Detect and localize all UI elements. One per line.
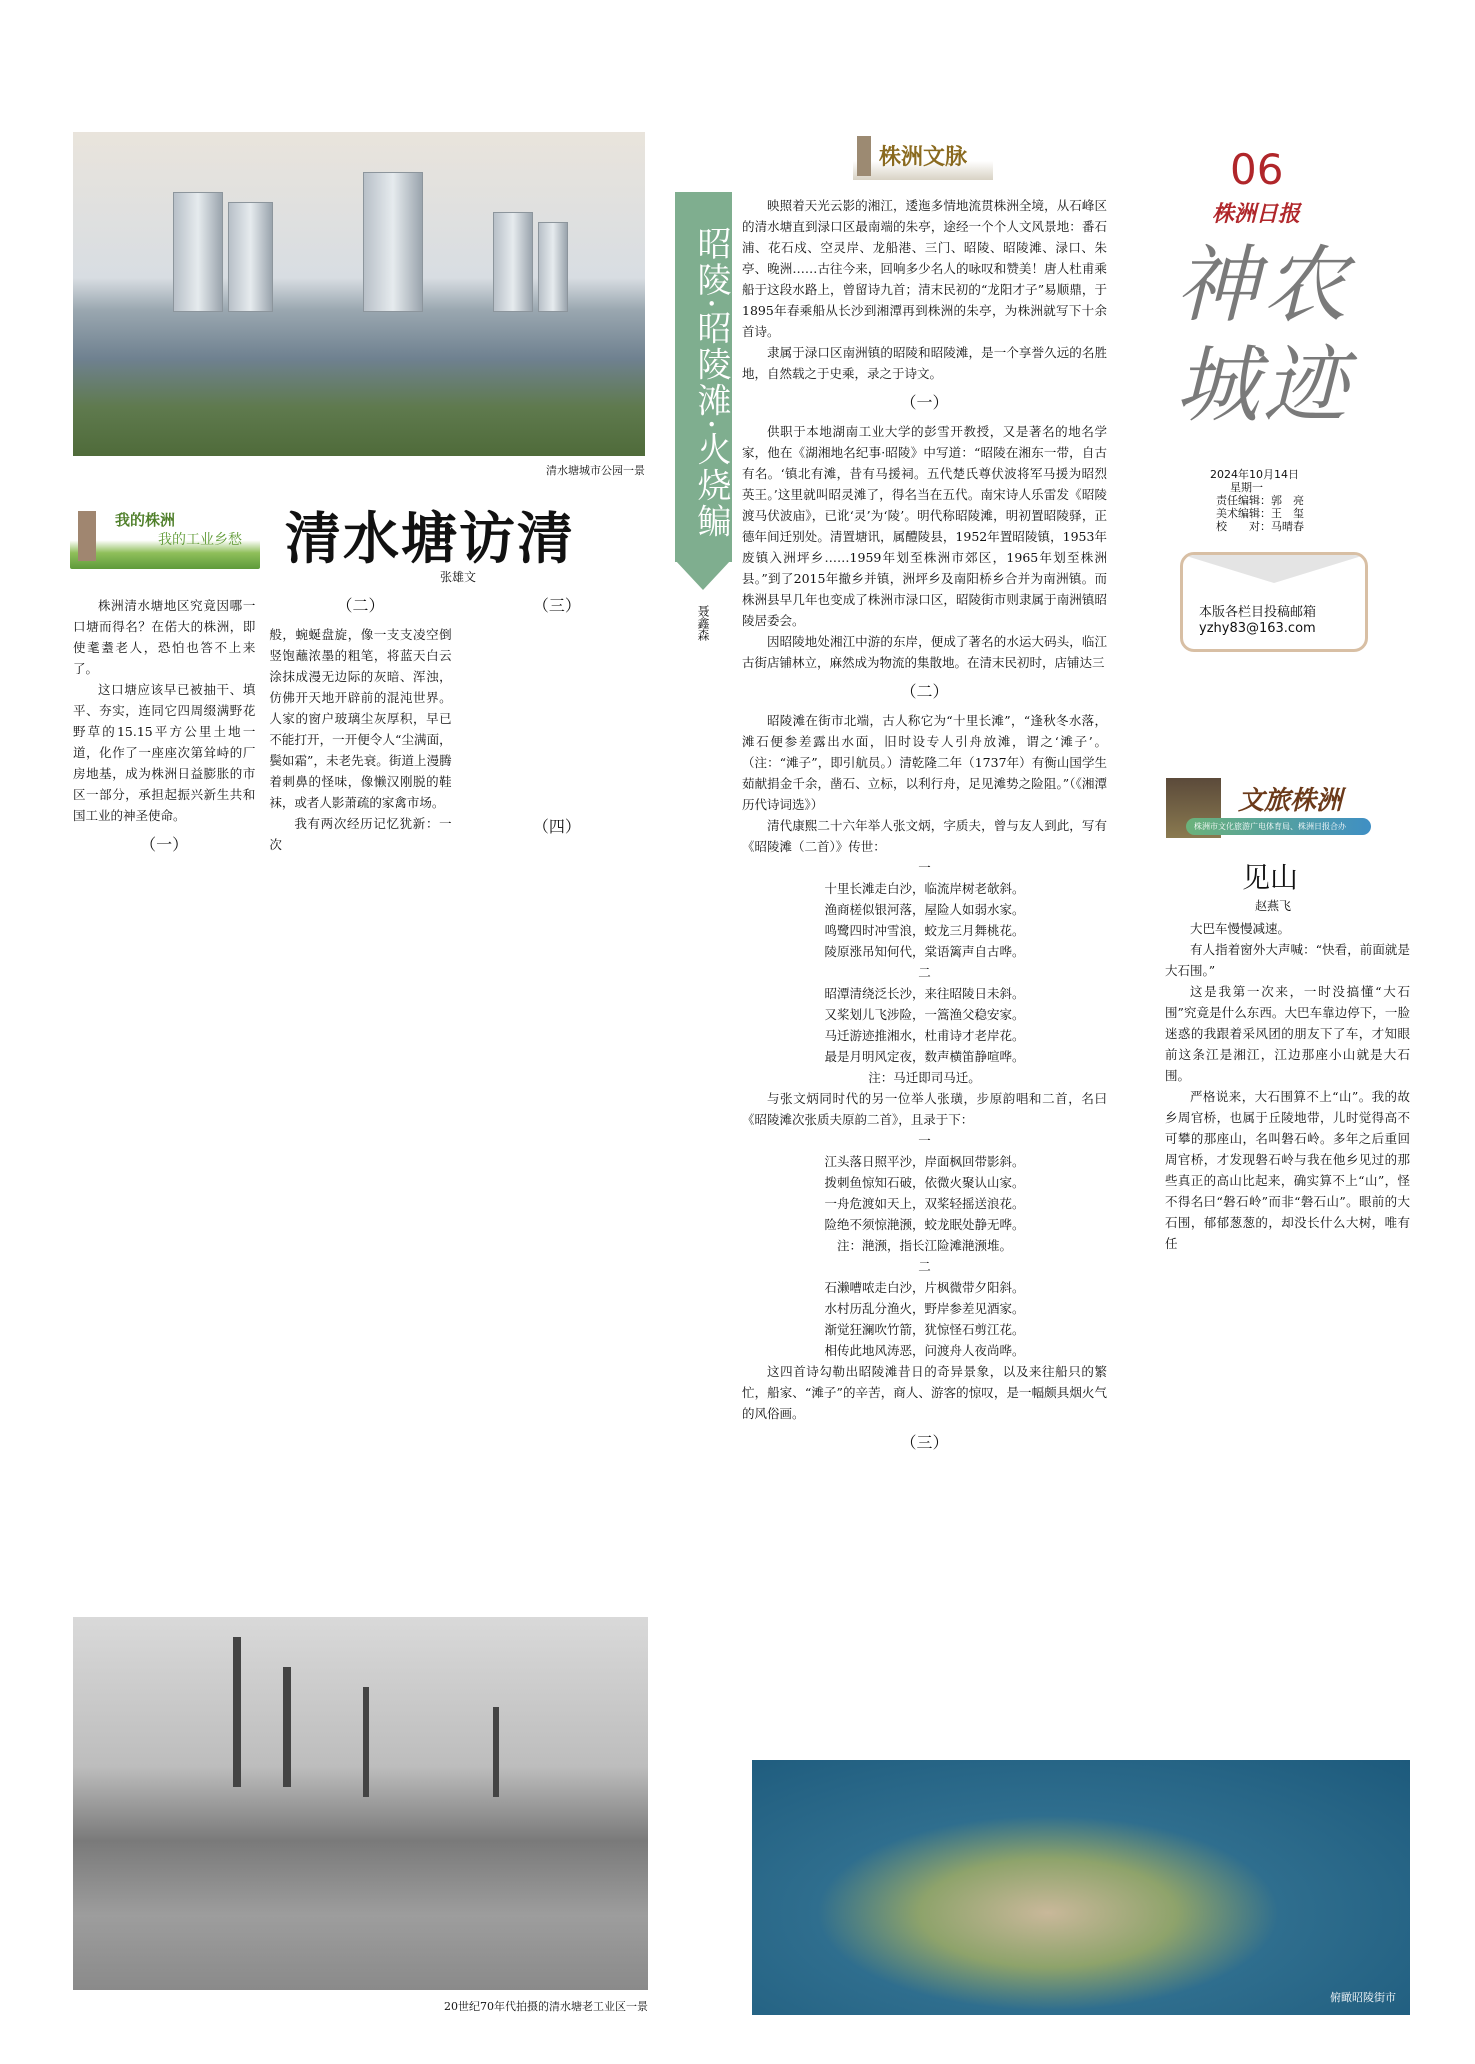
page-number: 06 — [1230, 145, 1284, 194]
article-author: 张雄文 — [440, 570, 477, 584]
issue-info: 2024年10月14日 星期一 责任编辑：郭 亮 美术编辑：王 玺 校 对：马晴春 — [1210, 468, 1304, 533]
photo-caption: 清水塘城市公园一景 — [546, 464, 645, 477]
photo-caption: 俯瞰昭陵街市 — [1330, 1991, 1396, 2004]
photo-caption: 20世纪70年代拍摄的清水塘老工业区一景 — [444, 2000, 648, 2013]
aerial-zhaoling-photo — [752, 1760, 1410, 2015]
article-title: 见山 — [1242, 861, 1299, 894]
statue-icon — [78, 511, 96, 561]
my-zhuzhou-column-logo: 我的株洲 我的工业乡愁 — [70, 505, 260, 569]
article-title: 清水塘访清 — [285, 507, 575, 572]
zhuzhou-culture-column-logo: 株洲文脉 — [853, 132, 993, 180]
article-author: 聂鑫森 — [696, 605, 710, 641]
city-park-photo — [73, 132, 645, 456]
envelope-icon — [1183, 555, 1365, 583]
section-title: 神农城迹 — [1175, 236, 1352, 434]
culture-tourism-column-logo: 文旅株洲 株洲市文化旅游广电体育局、株洲日报合办 — [1166, 778, 1371, 838]
article-author: 赵燕飞 — [1255, 899, 1292, 913]
middle-article-body: 映照着天光云影的湘江，逶迤多情地流贯株洲全境，从石峰区的清水塘直到渌口区最南端的朱亭，途经一个个人文风景地：番石浦、花石戍、空灵岸、龙船港、三门、昭陵、昭陵滩、渌口、朱亭、晚洲……古往今来，回响多少名人的咏叹和赞美！唐人杜甫乘船于这段水路上，曾留诗九首；清末民初的“龙阳才子”易顺鼎，于1895年春乘船从长沙到湘潭再到株洲的朱亭，为株洲就写下十余首诗。 隶属于渌口区南洲镇的昭陵和昭陵滩，是一个享誉久远的名胜地，自然载之于史乘，录之于诗文。 （一） 供职于本地湖南工业大学的彭雪开教授，又是著名的地名学家，他在《湖湘地名纪事·昭陵》中写道：“昭陵在湘东一带，自古有名。‘镇北有滩，昔有马援祠。五代楚氏尊伏波将军马援为昭烈英王。’这里就叫昭灵滩了，得名当在五代。南宋诗人乐雷发《昭陵渡马伏波庙》，已讹‘灵’为‘陵’。明代称昭陵滩，明初置昭陵驿，正德年间迁别处。清置塘讯，属醴陵县，1952年置昭陵镇，1953年废镇入洲坪乡……1959年划至株洲市郊区，1965年划至株洲县。”到了2015年撤乡并镇，洲坪乡及南阳桥乡合并为南洲镇。而株洲县早几年也变成了株洲市渌口区，昭陵街市则隶属于南洲镇昭陵居委会。 因昭陵地处湘江中游的东岸，便成了著名的水运大码头，临江古街店铺林立，麻然成为物流的集散地。在清末民初时，店铺达三 （二） 昭陵滩在街市北端，古人称它为“十里长滩”，“逢秋冬水落，滩石便参差露出水面，旧时设专人引舟放滩，谓之‘滩子’。（注：“滩子”，即引航员。）清乾隆二年（1737年）有衡山国学生茹献捐金千余，凿石、立标，以利行舟，足见滩势之险阻。”（《湘潭历代诗词选》） 清代康熙二十六年举人张文炳，字质夫，曾与友人到此，写有《昭陵滩（二首）》传世： 一 十里长滩走白沙，临流岸树老欹斜。 渔商槎似银河落，屋险人如弱水家。 鸣鹭四时冲雪浪，蛟龙三月舞桃花。 陵原涨吊知何代，棠语篱声自古哗。 二 昭潭清绕泛长沙，来往昭陵日未斜。 又桨划儿飞涉险，一篙渔父稳安家。 马迁游迹推湘水，杜甫诗才老岸花。 最是月明风定夜，数声横笛静喧哗。 注：马迁即司马迁。 与张文炳同时代的另一位举人张璜，步原韵唱和二首，名曰《昭陵滩次张质夫原韵二首》，且录于下： 一 江头落日照平沙，岸面枫回带影斜。 拨刺鱼惊知石破，依微火聚认山家。 一舟危渡如天上，双桨轻摇送浪花。 险绝不须惊滟滪，蛟龙眠处静无哗。 注：滟滪，指长江险滩滟滪堆。 二 石濑嘈哝走白沙，片枫微带夕阳斜。 水村历乱分渔火，野岸参差见酒家。 渐觉狂澜吹竹箭，犹惊怪石剪江花。 相传此地风涛恶，问渡舟人夜尚哗。 这四首诗勾勒出昭陵滩昔日的奇异景象，以及来往船只的繁忙，船家、“滩子”的辛苦，商人、游客的惊叹，是一幅颇具烟火气的风俗画。 （三） — [742, 198, 1107, 1452]
banner-arrow — [675, 560, 731, 590]
paper-name: 株洲日报 — [1212, 201, 1301, 227]
statue-icon — [857, 136, 871, 176]
poem: 一 江头落日照平沙，岸面枫回带影斜。 拨刺鱼惊知石破，依微火聚认山家。 一舟危渡如天上，双桨轻摇送浪花。 险绝不须惊滟滪，蛟龙眠处静无哗。 注：滟滪，指长江险滩滟滪堆。 二 石濑嘈哝走白沙，片枫微带夕阳斜。 水村历乱分渔火，野岸参差见酒家。 渐觉狂澜吹竹箭，犹惊怪石剪江花。 相传此地风涛恶，问渡舟人夜尚哗。 — [824, 1133, 1025, 1358]
right-article-body: 大巴车慢慢减速。 有人指着窗外大声喊：“快看，前面就是大石围。” 这是我第一次来，一时没搞懂“大石围”究竟是什么东西。大巴车靠边停下，一脸迷惑的我跟着采风团的朋友下了车，才知眼前这条江是湘江，江边那座小山就是大石围。 严格说来，大石围算不上“山”。我的故乡周官桥，也属于丘陵地带，儿时觉得高不可攀的那座山，名叫磐石岭。多年之后重回周官桥，才发现磐石岭与我在他乡见过的那些真正的高山比起来，确实算不上“山”，怪不得名曰“磐石岭”而非“磐石山”。眼前的大石围，郁郁葱葱的，却没长什么大树，唯有任 — [1165, 921, 1410, 1251]
poem: 一 十里长滩走白沙，临流岸树老欹斜。 渔商槎似银河落，屋险人如弱水家。 鸣鹭四时冲雪浪，蛟龙三月舞桃花。 陵原涨吊知何代，棠语篱声自古哗。 二 昭潭清绕泛长沙，来往昭陵日未斜。 又桨划儿飞涉险，一篙渔父稳安家。 马迁游迹推湘水，杜甫诗才老岸花。 最是月明风定夜，数声横笛静喧哗。 注：马迁即司马迁。 — [824, 860, 1025, 1085]
submission-mailbox: 本版各栏目投稿邮箱 yzhy83@163.com — [1180, 552, 1368, 652]
mailbox-email[interactable]: yzhy83@163.com — [1199, 621, 1316, 636]
vertical-title-banner: 昭陵·昭陵滩·火烧鳊 — [675, 192, 732, 562]
old-industrial-zone-photo — [73, 1617, 648, 1990]
article-body: 株洲清水塘地区究竟因哪一口塘而得名？在偌大的株洲，即使耄耋老人，恐怕也答不上来了。 这口塘应该早已被抽干、填平、夯实，连同它四周缀满野花野草的15.15平方公里土地一道，化作了一座座次第耸峙的厂房地基，成为株洲日益膨胀的市区一部分，承担起振兴新生共和国工业的神圣使命。 （一） （二） 般，蜿蜒盘旋，像一支支凌空倒竖饱蘸浓墨的粗笔，将蓝天白云涂抹成漫无边际的灰暗、浑浊，仿佛开天地开辟前的混沌世界。人家的窗户玻璃尘灰厚积，早已不能打开，一开便令人“尘满面，鬓如霜”，未老先衰。街道上漫腾着刺鼻的怪味，像懒汉刚脱的鞋袜，或者人影萧疏的家禽市场。 我有两次经历记忆犹新：一次 （三） （四） — [73, 596, 581, 854]
